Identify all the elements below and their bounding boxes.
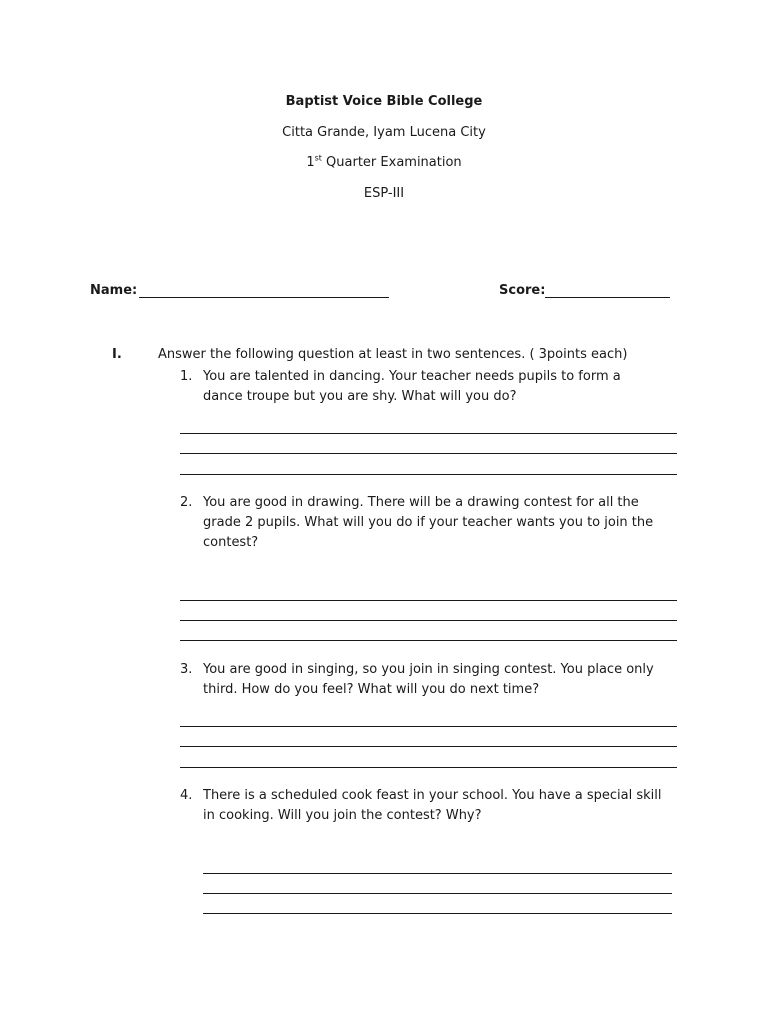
- answer-line[interactable]: [203, 893, 672, 894]
- question-text-line: grade 2 pupils. What will you do if your teacher wants you to join the: [203, 515, 654, 530]
- answer-line[interactable]: [180, 767, 677, 768]
- question-text-line: dance troupe but you are shy. What will you do?: [203, 389, 517, 404]
- name-blank-line[interactable]: [139, 297, 389, 298]
- question-text-line: There is a scheduled cook feast in your school. You have a special skill: [203, 788, 662, 803]
- answer-line[interactable]: [203, 873, 672, 874]
- question-number: 3.: [180, 662, 193, 677]
- answer-line[interactable]: [180, 726, 677, 727]
- score-label: Score:: [499, 283, 546, 298]
- exam-ordinal-suffix: st: [314, 153, 322, 163]
- question-text-line: You are talented in dancing. Your teacher needs pupils to form a: [203, 369, 621, 384]
- answer-line[interactable]: [180, 453, 677, 454]
- section-instruction: Answer the following question at least in two sentences. ( 3points each): [158, 347, 628, 362]
- answer-line[interactable]: [180, 640, 677, 641]
- answer-line[interactable]: [180, 433, 677, 434]
- answer-line[interactable]: [180, 620, 677, 621]
- question-number: 2.: [180, 495, 193, 510]
- exam-title-rest: Quarter Examination: [321, 155, 462, 170]
- question-number: 4.: [180, 788, 193, 803]
- answer-line[interactable]: [180, 474, 677, 475]
- school-name: Baptist Voice Bible College: [285, 94, 483, 109]
- question-text: [203, 660, 654, 700]
- score-blank-line[interactable]: [545, 297, 670, 298]
- answer-line[interactable]: [203, 913, 672, 914]
- exam-title: [0, 155, 768, 170]
- question-text-line: contest?: [203, 535, 259, 550]
- question-text: [203, 367, 621, 407]
- question-text: [203, 493, 653, 553]
- answer-line[interactable]: [180, 746, 677, 747]
- name-label: Name:: [90, 283, 138, 298]
- question-text-line: in cooking. Will you join the contest? Why?: [203, 808, 482, 823]
- question-text-line: third. How do you feel? What will you do next time?: [203, 682, 540, 697]
- school-address: Citta Grande, Iyam Lucena City: [282, 125, 486, 140]
- question-number: 1.: [180, 369, 193, 384]
- section-numeral: I.: [112, 347, 122, 362]
- subject-code: ESP-III: [363, 186, 405, 201]
- question-text: [203, 786, 661, 826]
- question-text-line: You are good in drawing. There will be a drawing contest for all the: [203, 495, 639, 510]
- exam-number: 1: [306, 155, 315, 170]
- answer-line[interactable]: [180, 600, 677, 601]
- question-text-line: You are good in singing, so you join in singing contest. You place only: [203, 662, 654, 677]
